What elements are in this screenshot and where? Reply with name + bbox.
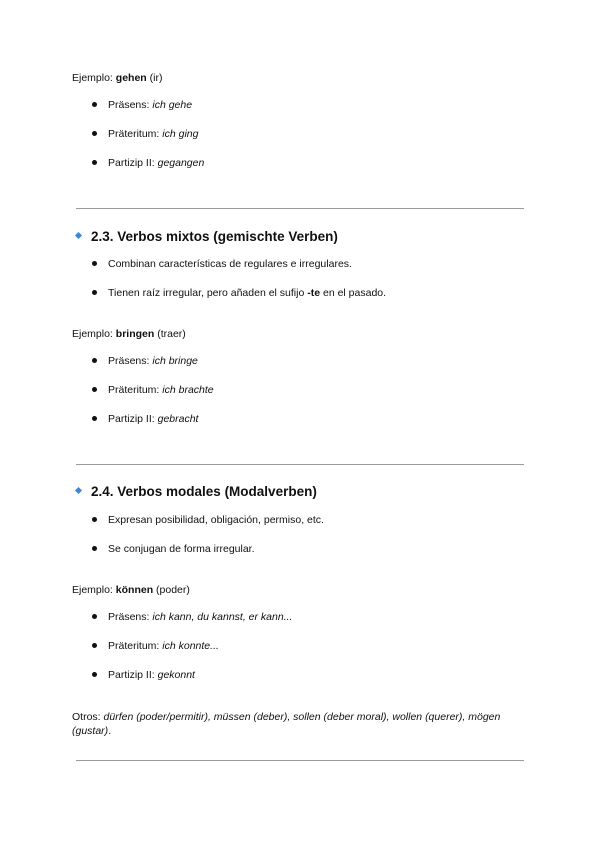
heading-text: 2.3. Verbos mixtos (gemischte Verben)	[91, 229, 338, 244]
form-value: ich ging	[162, 128, 199, 140]
otros-paragraph	[72, 710, 528, 738]
example-gloss: (traer)	[157, 328, 186, 340]
bullet-icon	[92, 614, 97, 619]
list-item	[92, 513, 324, 527]
form-label: Präteritum:	[108, 640, 160, 652]
example-verb: können	[115, 584, 154, 596]
bullet-text: Expresan posibilidad, obligación, permiso, etc.	[108, 514, 324, 526]
list-item	[92, 286, 386, 300]
example-verb: gehen	[115, 72, 147, 84]
list-item	[92, 610, 292, 624]
diamond-bullet-icon	[75, 487, 82, 494]
bullet-text-pre: Tienen raíz irregular, pero añaden el sufijo	[108, 287, 308, 299]
bullet-icon	[92, 160, 97, 165]
section-heading-mixtos	[76, 228, 338, 246]
diamond-bullet-icon	[75, 232, 82, 239]
list-item	[92, 257, 352, 271]
form-label: Präsens:	[108, 355, 150, 367]
bullet-text: Combinan características de regulares e irregulares.	[108, 258, 352, 270]
example-gloss: (poder)	[156, 584, 190, 596]
bullet-text: Se conjugan de forma irregular.	[108, 543, 255, 555]
bullet-icon	[92, 546, 97, 551]
example-verb: bringen	[115, 328, 155, 340]
example-gloss: (ir)	[149, 72, 163, 84]
example-line-bringen	[72, 327, 186, 341]
list-item	[92, 412, 198, 426]
bullet-icon	[92, 131, 97, 136]
list-item	[92, 156, 204, 170]
form-label: Präteritum:	[108, 128, 160, 140]
otros-text: dürfen (poder/permitir), müssen (deber), sollen (deber moral), wollen (querer), mögen (gustar)	[72, 711, 501, 737]
bullet-text-post: en el pasado.	[320, 287, 387, 299]
form-label: Präsens:	[108, 611, 150, 623]
bullet-icon	[92, 672, 97, 677]
form-value: ich bringe	[152, 355, 198, 367]
form-value: gebracht	[157, 413, 199, 425]
bullet-icon	[92, 416, 97, 421]
list-item	[92, 383, 214, 397]
list-item	[92, 668, 195, 682]
example-line-koennen	[72, 583, 190, 597]
example-label: Ejemplo:	[72, 72, 113, 84]
list-item	[92, 354, 198, 368]
example-line-gehen	[72, 71, 162, 85]
list-item	[92, 98, 192, 112]
form-label: Präteritum:	[108, 384, 160, 396]
form-value: gegangen	[157, 157, 205, 169]
otros-end: .	[108, 725, 112, 737]
form-value: gekonnt	[157, 669, 195, 681]
form-value: ich konnte...	[162, 640, 219, 652]
form-label: Partizip II:	[108, 413, 155, 425]
list-item	[92, 639, 219, 653]
list-item	[92, 542, 255, 556]
heading-text: 2.4. Verbos modales (Modalverben)	[91, 484, 317, 499]
bullet-icon	[92, 102, 97, 107]
divider	[76, 464, 524, 465]
form-label: Partizip II:	[108, 669, 155, 681]
example-label: Ejemplo:	[72, 584, 113, 596]
form-label: Partizip II:	[108, 157, 155, 169]
bullet-icon	[92, 261, 97, 266]
divider	[76, 760, 524, 761]
list-item	[92, 127, 198, 141]
otros-label: Otros:	[72, 711, 101, 723]
divider	[76, 208, 524, 209]
form-value: ich brachte	[162, 384, 214, 396]
example-label: Ejemplo:	[72, 328, 113, 340]
bullet-icon	[92, 358, 97, 363]
suffix-te: -te	[307, 287, 321, 299]
section-heading-modales	[76, 483, 317, 501]
form-label: Präsens:	[108, 99, 150, 111]
bullet-icon	[92, 517, 97, 522]
bullet-icon	[92, 643, 97, 648]
form-value: ich gehe	[152, 99, 193, 111]
form-value: ich kann, du kannst, er kann...	[152, 611, 293, 623]
bullet-icon	[92, 387, 97, 392]
bullet-icon	[92, 290, 97, 295]
